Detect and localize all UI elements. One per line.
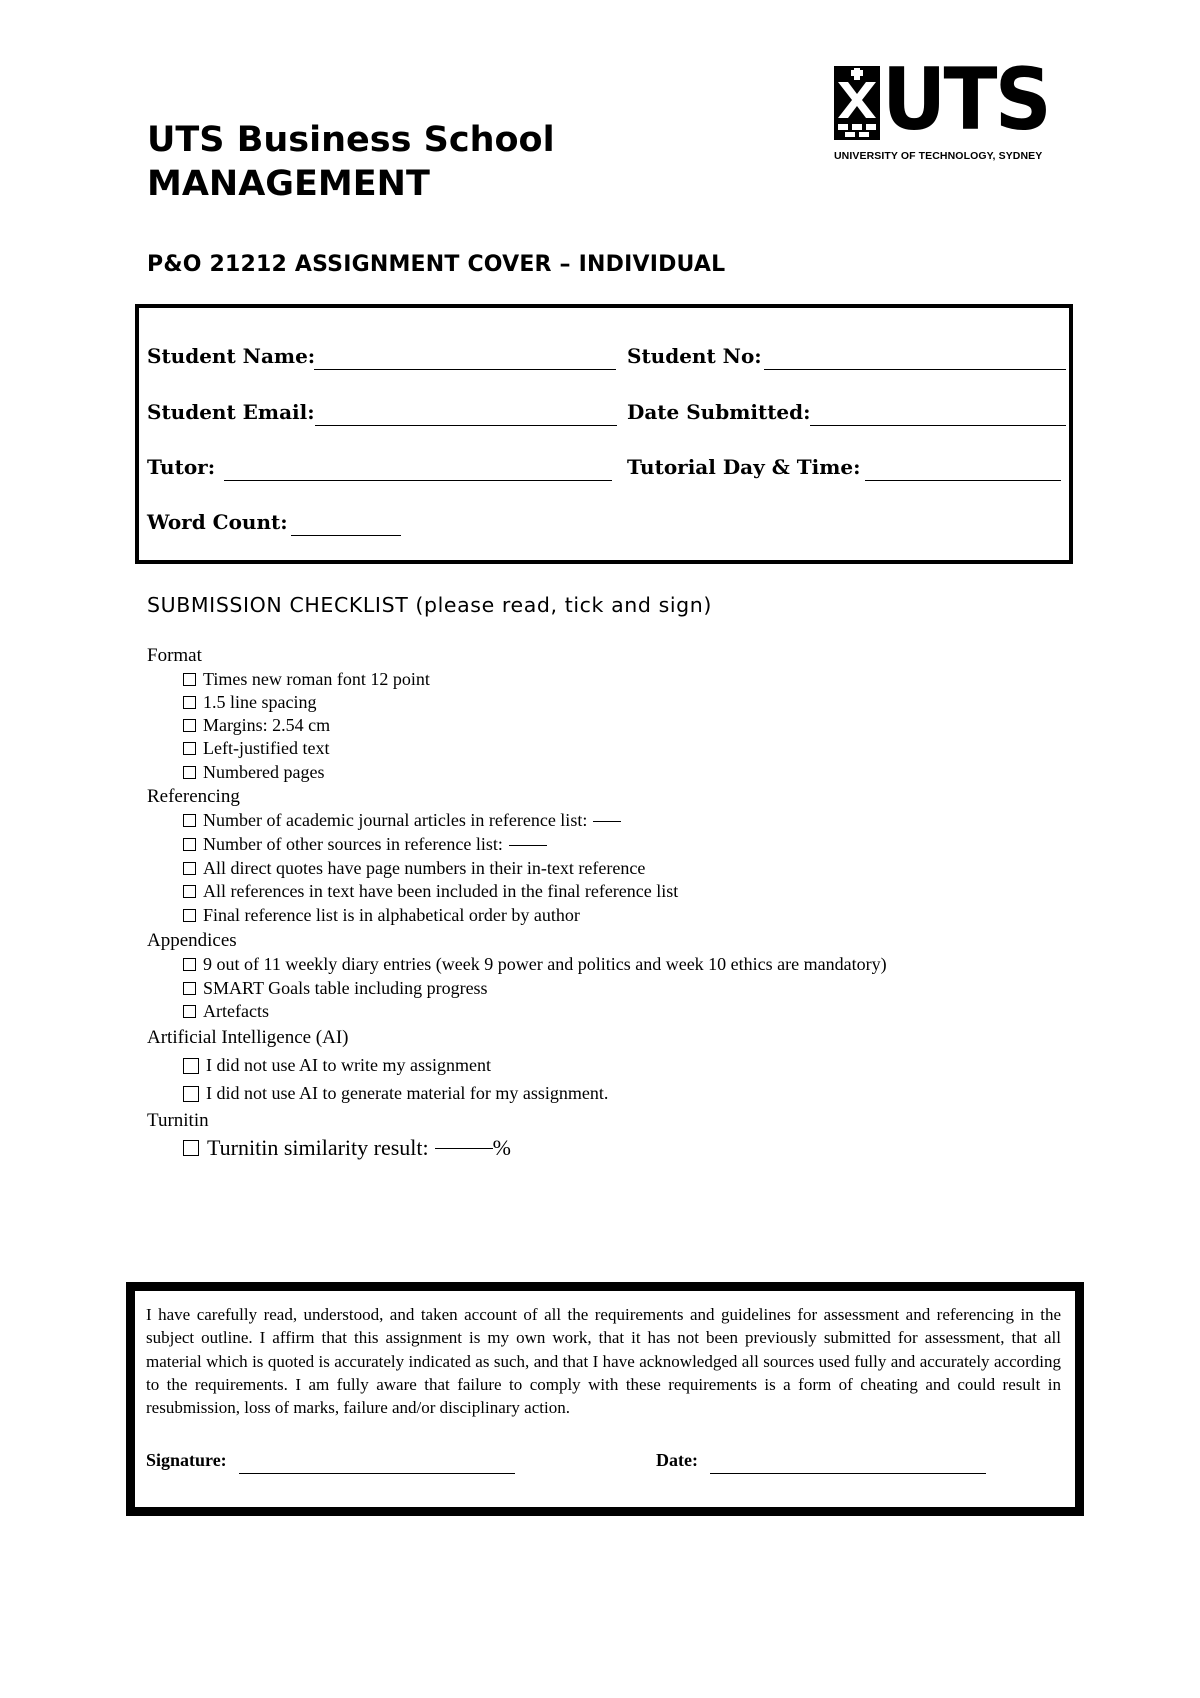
referencing-heading: Referencing — [147, 786, 240, 807]
checklist-item[interactable]: Artefacts — [183, 1001, 269, 1022]
checklist-item[interactable]: Margins: 2.54 cm — [183, 715, 330, 736]
logo-wordmark: UTS — [882, 50, 1049, 150]
checklist-item[interactable]: 1.5 line spacing — [183, 692, 316, 713]
checklist-item[interactable]: Turnitin similarity result: % — [183, 1135, 511, 1161]
logo-subtitle: UNIVERSITY OF TECHNOLOGY, SYDNEY — [834, 150, 1043, 162]
student-email-label: Student Email: — [147, 400, 315, 424]
student-name-label: Student Name: — [147, 344, 316, 368]
student-name-field[interactable] — [314, 369, 616, 370]
checklist-item[interactable]: Number of academic journal articles in reference list: — [183, 810, 621, 831]
checklist-item[interactable]: Numbered pages — [183, 762, 324, 783]
date-label: Date: — [656, 1450, 698, 1470]
checkbox[interactable] — [183, 1140, 199, 1156]
tutor-field[interactable] — [224, 480, 612, 481]
declaration-text: I have carefully read, understood, and taken account of all the requirements and guidelines for assessment and referencing in the subject outline. I affirm that this assignment is my own work, that it has not been previously submitted for assessment, that all material which is quoted is accurately indicated as such, and that I have acknowledged all sources used fully and accurately according to the requirements. I am fully aware that failure to comply with these requirements is a form of cheating and could result in resubmission, loss of marks, failure and/or disciplinary action. — [146, 1305, 1061, 1418]
checkbox[interactable] — [183, 862, 196, 875]
tutor-label: Tutor: — [147, 455, 216, 479]
page-title — [147, 118, 555, 206]
checklist-item[interactable]: All references in text have been included in the final reference list — [183, 881, 678, 902]
word-count-label: Word Count: — [147, 510, 288, 534]
checkbox[interactable] — [183, 909, 196, 922]
date-field[interactable] — [710, 1473, 986, 1474]
turnitin-heading: Turnitin — [147, 1110, 209, 1131]
date-submitted-field[interactable] — [810, 425, 1066, 426]
checklist-item[interactable]: All direct quotes have page numbers in their in-text reference — [183, 858, 645, 879]
checkbox[interactable] — [183, 1005, 196, 1018]
student-details-box — [135, 304, 1073, 564]
percent-sign: % — [492, 1135, 511, 1160]
checkbox[interactable] — [183, 742, 196, 755]
date-submitted-label: Date Submitted: — [627, 400, 811, 424]
checkbox[interactable] — [183, 719, 196, 732]
student-no-field[interactable] — [764, 369, 1066, 370]
student-no-label: Student No: — [627, 344, 762, 368]
signature-field[interactable] — [239, 1473, 515, 1474]
signature-label: Signature: — [146, 1450, 227, 1470]
appendices-heading: Appendices — [147, 930, 237, 951]
word-count-field[interactable] — [291, 535, 401, 536]
checklist-item[interactable]: Times new roman font 12 point — [183, 669, 430, 690]
uts-crest-icon — [834, 66, 880, 140]
similarity-field[interactable] — [435, 1147, 493, 1149]
uts-logo — [834, 50, 1064, 168]
checkbox[interactable] — [183, 673, 196, 686]
checklist-item[interactable]: 9 out of 11 weekly diary entries (week 9 power and politics and week 10 ethics are mandatory) — [183, 954, 887, 975]
checklist-item[interactable]: Number of other sources in reference list: — [183, 834, 547, 855]
student-email-field[interactable] — [315, 425, 617, 426]
checkbox[interactable] — [183, 696, 196, 709]
checklist-item[interactable]: Final reference list is in alphabetical order by author — [183, 905, 580, 926]
format-heading: Format — [147, 645, 202, 666]
checkbox[interactable] — [183, 958, 196, 971]
school-name: UTS Business School — [147, 120, 555, 160]
tutorial-day-time-label: Tutorial Day & Time: — [627, 455, 861, 479]
checkbox[interactable] — [183, 1086, 199, 1102]
checklist-item[interactable]: I did not use AI to generate material for my assignment. — [183, 1083, 608, 1104]
checkbox[interactable] — [183, 766, 196, 779]
checklist-item[interactable]: Left-justified text — [183, 738, 329, 759]
department-name: MANAGEMENT — [147, 164, 430, 204]
other-sources-count-field[interactable] — [509, 844, 547, 846]
checkbox[interactable] — [183, 1058, 199, 1074]
checklist-item[interactable]: I did not use AI to write my assignment — [183, 1055, 491, 1076]
assignment-title: P&O 21212 ASSIGNMENT COVER – INDIVIDUAL — [147, 252, 726, 277]
checkbox[interactable] — [183, 885, 196, 898]
declaration-box — [126, 1282, 1084, 1516]
checklist-item[interactable]: SMART Goals table including progress — [183, 978, 488, 999]
ai-heading: Artificial Intelligence (AI) — [147, 1027, 349, 1048]
checkbox[interactable] — [183, 838, 196, 851]
journal-count-field[interactable] — [593, 820, 621, 822]
tutorial-day-time-field[interactable] — [865, 480, 1061, 481]
checklist-title: SUBMISSION CHECKLIST (please read, tick and sign) — [147, 593, 712, 617]
checkbox[interactable] — [183, 982, 196, 995]
checkbox[interactable] — [183, 814, 196, 827]
